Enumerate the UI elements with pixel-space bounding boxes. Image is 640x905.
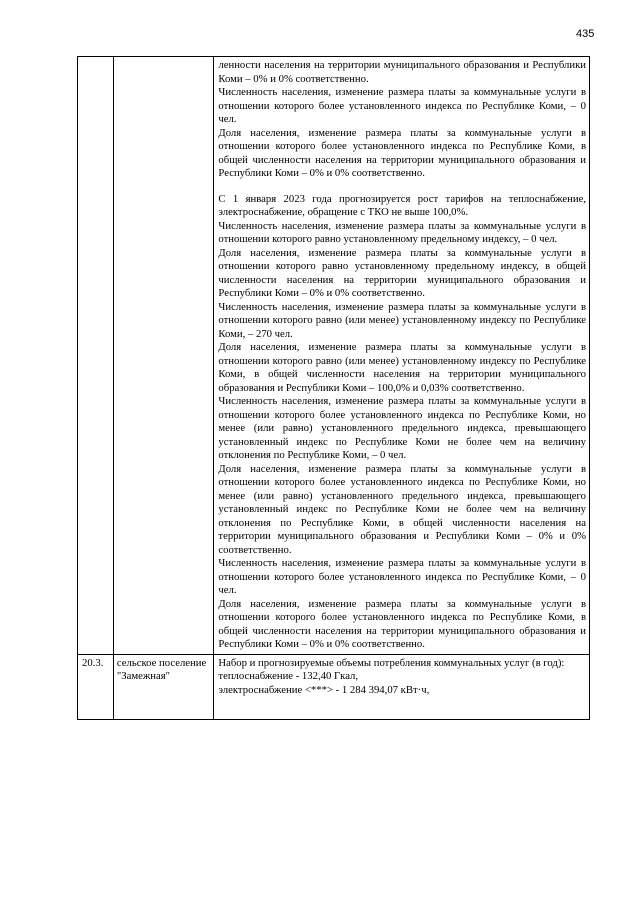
description-cell [214,57,590,655]
paragraph: Набор и прогнозируемые объемы потребления коммунальных услуг (в год): [218,656,565,669]
paragraph: Доля населения, изменение размера платы за коммунальные услуги в отношении которого более установленного индекса по Республике Коми, в общей численности населения на территории муниципального образования и Республики Коми – 0% и 0% соответственно. [218,126,586,179]
paragraph: Доля населения, изменение размера платы за коммунальные услуги в отношении которого более установленного индекса по Республике Коми, в общей численности населения на территории муниципального образования и Республики Коми – 0% и 0% соответственно. [218,597,586,650]
paragraph: Численность населения, изменение размера платы за коммунальные услуги в отношении которого равно (или менее) установленному индексу по Республике Коми, – 270 чел. [218,300,586,340]
description-cell [214,654,590,720]
settlement-name: сельское поселение "Замежная" [116,656,207,682]
paragraph: теплоснабжение - 132,40 Гкал, [218,670,359,682]
paragraph: Численность населения, изменение размера платы за коммунальные услуги в отношении которого равно установленному предельному индексу, – 0 чел. [218,219,586,245]
paragraph: ленности населения на территории муниципального образования и Республики Коми – 0% и 0% соответственно. [218,59,586,85]
row-number: 20.3. [82,656,104,669]
row-number-cell [78,57,114,655]
paragraph: Доля населения, изменение размера платы за коммунальные услуги в отношении которого равно установленному предельному индексу, в общей численности населения на территории муниципального образования и Республики Коми – 0% и 0% соответственно. [218,246,586,299]
paragraph: Численность населения, изменение размера платы за коммунальные услуги в отношении которого более установленного индекса по Республике Коми, – 0 чел. [218,557,586,596]
table-row [78,57,590,655]
settlement-cell [113,57,214,655]
paragraph: Численность населения, изменение размера платы за коммунальные услуги в отношении которого более установленного индекса по Республике Коми, но менее (или равно) установленного предельного индекса, превышающего установленный индекс по Республике Коми не более чем на величину отклонения по Республике Коми, – 0 чел. [218,395,586,461]
paragraph: Доля населения, изменение размера платы за коммунальные услуги в отношении которого более установленного индекса по Республике Коми, но менее (или равно) установленного предельного индекса, превышающего установленный индекс по Республике Коми не более чем на величину отклонения по Республике Коми, в общей численности населения на территории муниципального образования и Республики Коми – 0% и 0% соответственно. [218,462,586,556]
paragraph-gap [218,181,586,193]
paragraph: С 1 января 2023 года прогнозируется рост тарифов на теплоснабжение, электроснабжение, обращение с ТКО не выше 100,0%. [218,192,586,218]
document-table [77,56,590,720]
table-row [78,654,590,720]
paragraph: электроснабжение <***> - 1 284 394,07 кВт·ч, [218,683,430,696]
paragraph: Доля населения, изменение размера платы за коммунальные услуги в отношении которого равно (или менее) установленному индексу по Республике Коми, в общей численности населения на территории муниципального образования и Республики Коми – 100,0% и 0,03% соответственно. [218,341,586,394]
page-number: 435 [576,28,595,40]
row-number-cell [78,654,114,720]
settlement-cell [113,654,214,720]
paragraph: Численность населения, изменение размера платы за коммунальные услуги в отношении которого более установленного индекса по Республике Коми, – 0 чел. [218,86,586,125]
